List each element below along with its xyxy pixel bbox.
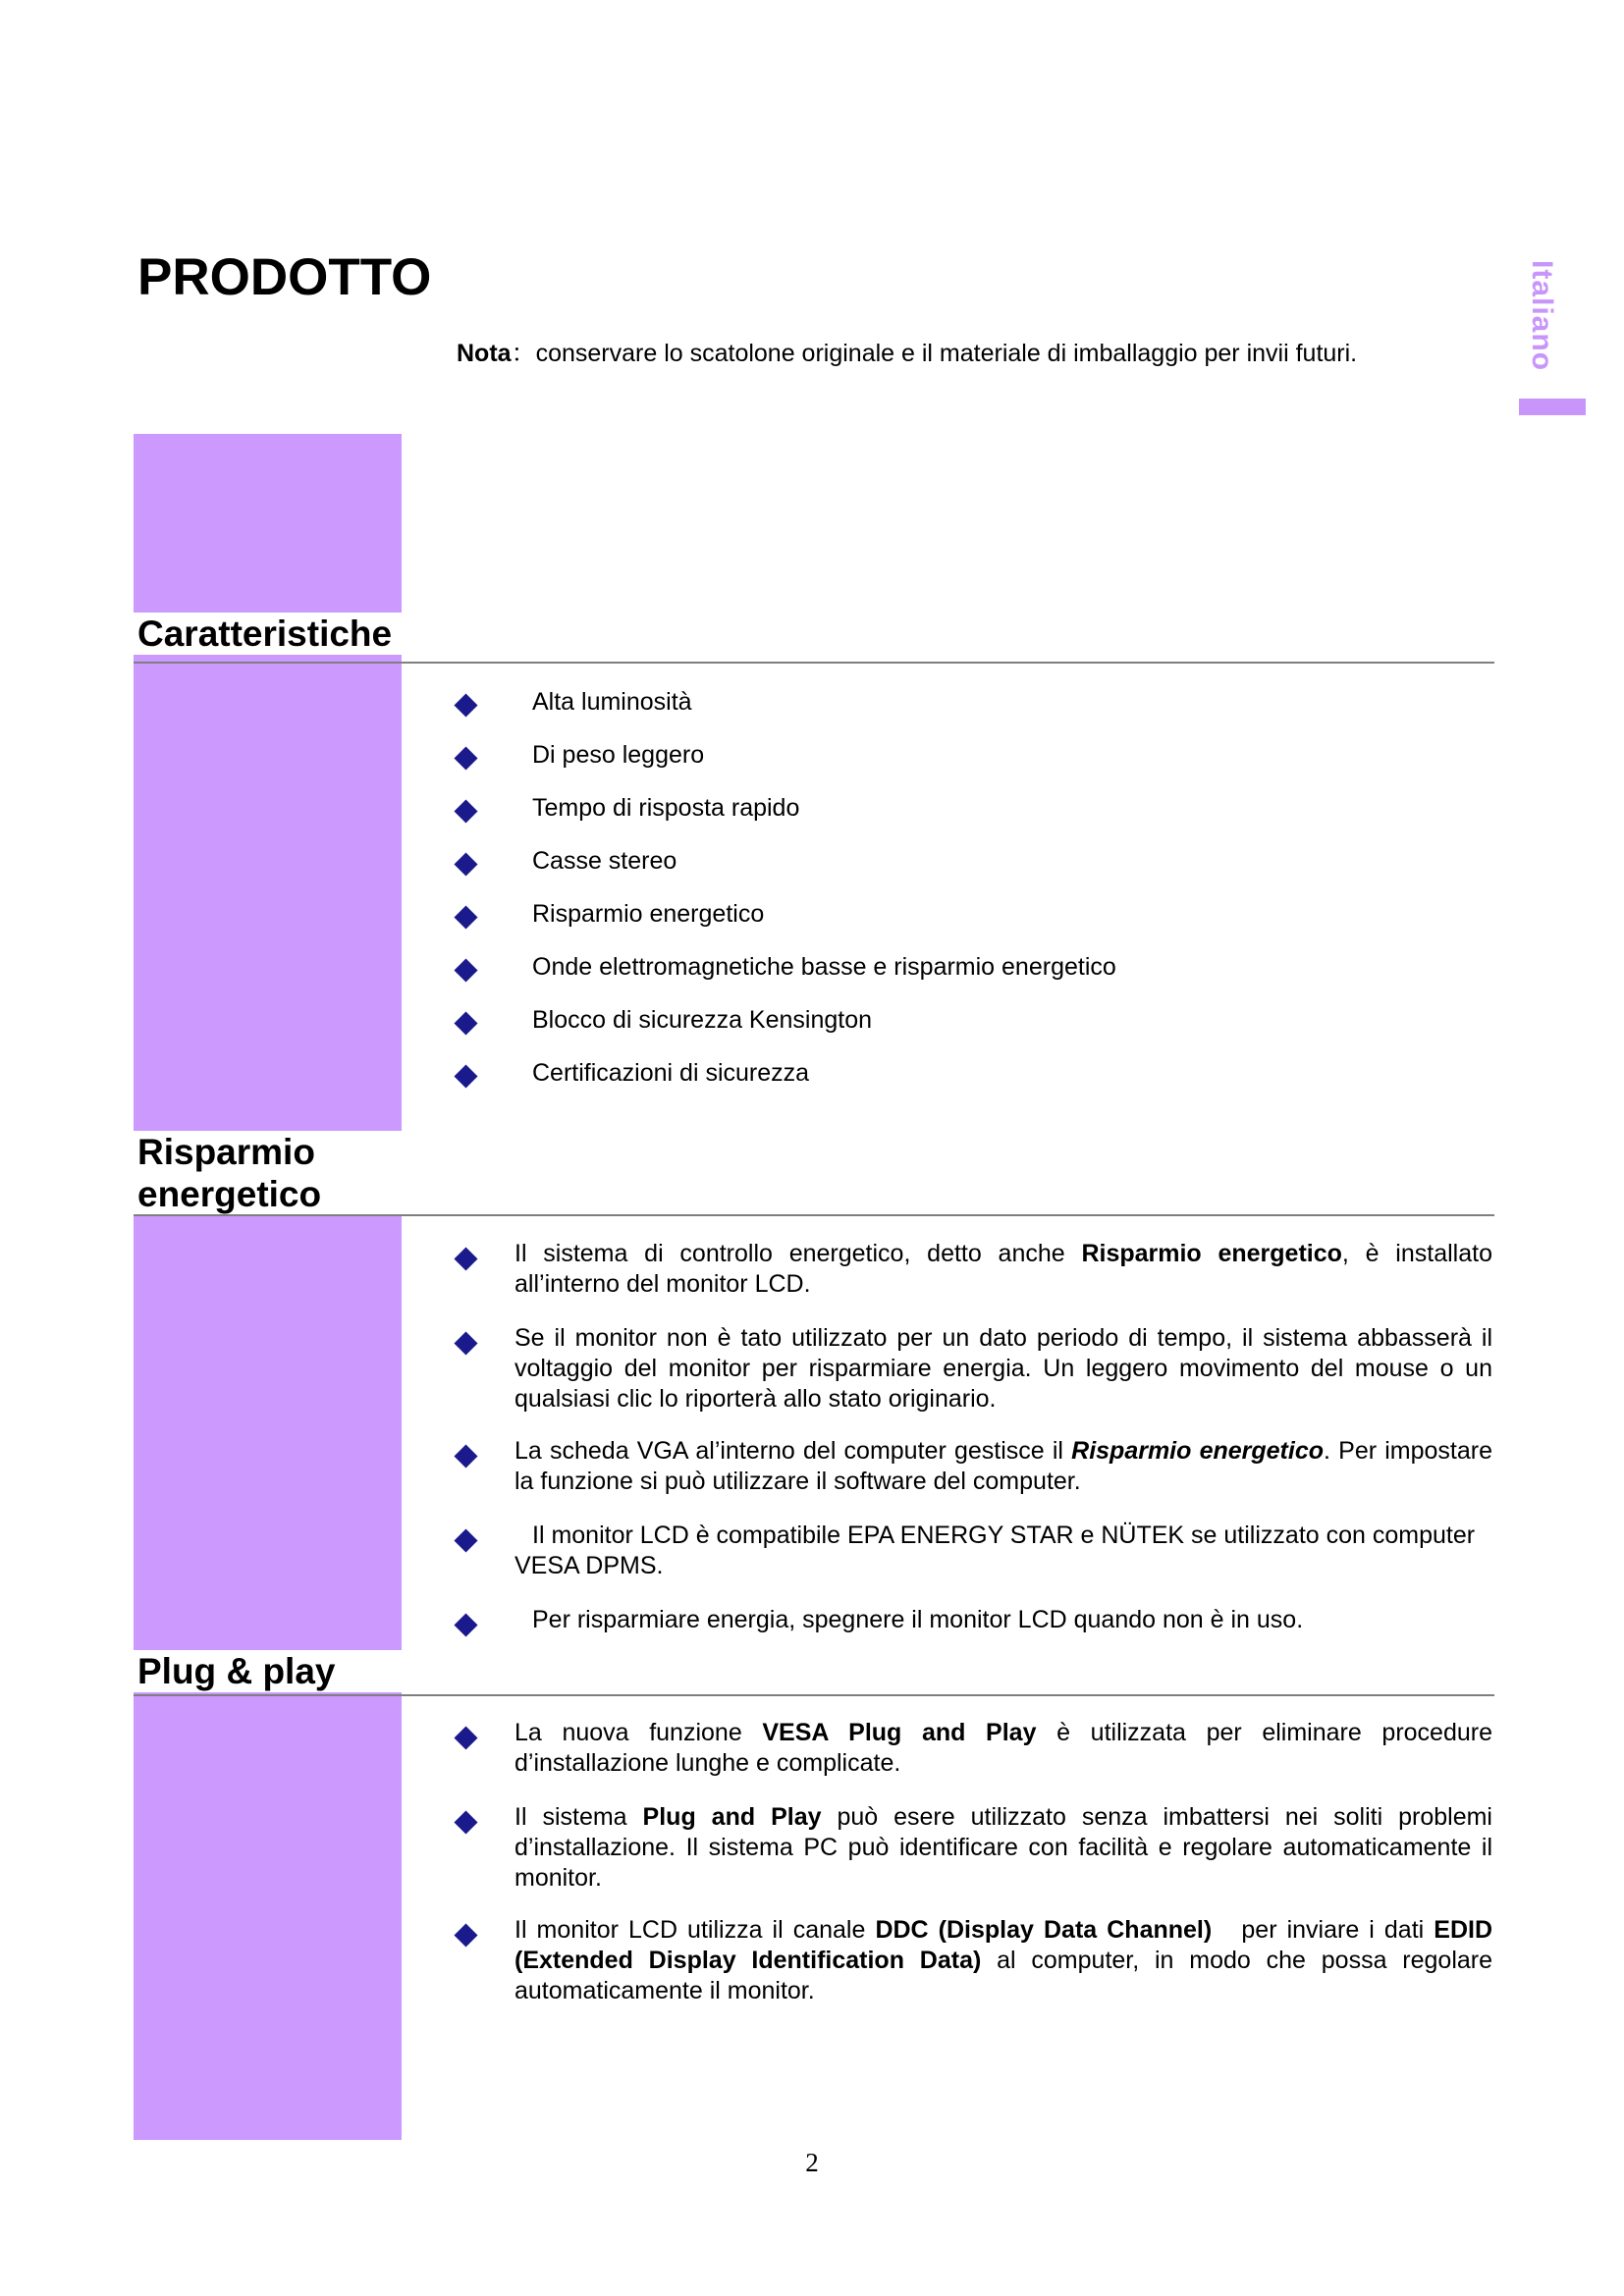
diamond-bullet-icon [458,850,474,880]
language-tab-label: Italiano [1526,260,1558,372]
list-item: La scheda VGA al’interno del computer gestisce il Risparmio energetico. Per impostare la funzione si può utilizzare il software del computer. [458,1436,1492,1497]
page-number: 2 [805,2148,819,2177]
list-item: Il sistema di controllo energetico, detto anche Risparmio energetico, è installato all’interno del monitor LCD. [458,1239,1492,1300]
note-label: Nota [457,340,512,367]
diamond-bullet-icon [458,691,474,721]
language-tab-marker [1519,399,1586,415]
section-heading-features: Caratteristiche [134,613,402,655]
list-item: La nuova funzione VESA Plug and Play è utilizzata per eliminare procedure d’installazione lunghe e complicate. [458,1718,1492,1779]
note-text: conservare lo scatolone originale e il materiale di imballaggio per invii futuri. [535,340,1358,367]
list-item: Per risparmiare energia, spegnere il monitor LCD quando non è in uso. [458,1605,1492,1635]
diamond-bullet-icon [458,1329,474,1360]
plug-and-play-list [458,1718,1492,2006]
diamond-bullet-icon [458,956,474,986]
list-item: Il sistema Plug and Play può esere utilizzato senza imbattersi nei soliti problemi d’installazione. Il sistema PC può identificare con facilità e regolare automaticamente il monitor. [458,1802,1492,1894]
note-separator: ： [511,340,536,367]
diamond-bullet-icon [458,1009,474,1039]
list-item: Di peso leggero [458,740,1439,793]
diamond-bullet-icon [458,1245,474,1275]
section-heading-power-saving: Risparmio energetico [134,1131,402,1215]
diamond-bullet-icon [458,797,474,827]
list-item: Alta luminosità [458,687,1439,740]
diamond-bullet-icon [458,1724,474,1754]
list-item: Onde elettromagnetiche basse e risparmio energetico [458,952,1439,1005]
power-saving-list [458,1239,1492,1635]
page-title: PRODOTTO [137,248,432,306]
sidebar-band [134,434,402,2140]
list-item: Risparmio energetico [458,899,1439,952]
list-item: Il monitor LCD utilizza il canale DDC (Display Data Channel) per inviare i dati EDID (Extended Display Identification Data) al computer, in modo che possa regolare automaticamente il monitor. [458,1915,1492,2006]
diamond-bullet-icon [458,1062,474,1092]
diamond-bullet-icon [458,1611,474,1641]
language-tab [1512,257,1571,375]
list-item: Tempo di risposta rapido [458,793,1439,846]
list-item: Blocco di sicurezza Kensington [458,1005,1439,1058]
diamond-bullet-icon [458,1808,474,1839]
section-divider [134,1694,1494,1696]
diamond-bullet-icon [458,1921,474,1951]
section-divider [134,662,1494,664]
diamond-bullet-icon [458,903,474,933]
section-divider [134,1214,1494,1216]
note [457,338,1357,370]
diamond-bullet-icon [458,1526,474,1557]
features-list [458,687,1439,1111]
list-item: Certificazioni di sicurezza [458,1058,1439,1111]
list-item: Casse stereo [458,846,1439,899]
section-heading-plug-and-play: Plug & play [134,1650,402,1692]
diamond-bullet-icon [458,744,474,774]
diamond-bullet-icon [458,1442,474,1472]
list-item: Il monitor LCD è compatibile EPA ENERGY STAR e NÜTEK se utilizzato con computer VESA DPMS. [458,1521,1492,1581]
list-item: Se il monitor non è tato utilizzato per un dato periodo di tempo, il sistema abbasserà il voltaggio del monitor per risparmiare energia. Un leggero movimento del mouse o un qualsiasi clic lo riporterà allo stato originario. [458,1323,1492,1415]
